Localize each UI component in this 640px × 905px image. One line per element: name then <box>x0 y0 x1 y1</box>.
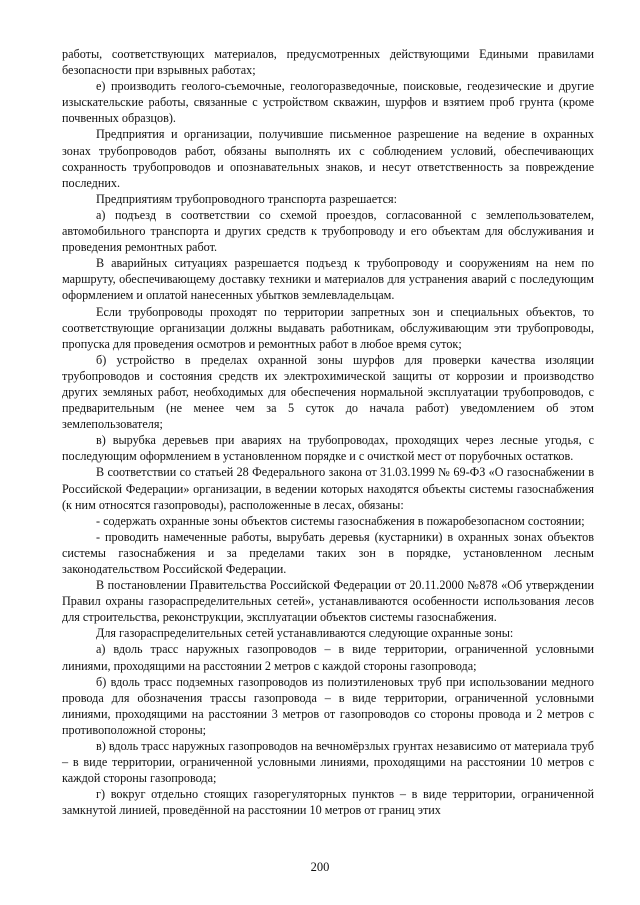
paragraph: г) вокруг отдельно стоящих газорегуляторных пунктов – в виде территории, ограниченной замкнутой линией, проведённой на расстоянии 10 метров от границ этих <box>62 787 594 818</box>
paragraph: - содержать охранные зоны объектов системы газоснабжения в пожаробезопасном состоянии; <box>96 513 585 528</box>
paragraph: Предприятиям трубопроводного транспорта разрешается: <box>96 191 398 206</box>
paragraph: а) вдоль трасс наружных газопроводов – в виде территории, ограниченной условными линиями, проходящими на расстоянии 2 метров с каждой стороны газопровода; <box>62 642 594 673</box>
paragraph: а) подъезд в соответствии со схемой проездов, согласованной с землепользователем, автомобильного транспорта и других средств к трубопроводу и его объектам для обслуживания и проведения ремонтных работ. <box>62 207 594 255</box>
document-body <box>62 46 594 819</box>
paragraph: б) вдоль трасс подземных газопроводов из полиэтиленовых труб при использовании медного провода для обозначения трассы газопровода – в виде территории, ограниченной условными линиями, проходящими на расстоянии 3 метров от газопроводов со стороны провода и 2 метров с противоположной стороны; <box>62 674 594 737</box>
paragraph: в) вдоль трасс наружных газопроводов на вечномёрзлых грунтах независимо от материала труб – в виде территории, ограниченной условными линиями, проходящими на расстоянии 10 метров с каждой стороны газопровода; <box>62 739 594 786</box>
paragraph: В постановлении Правительства Российской Федерации от 20.11.2000 №878 «Об утверждении Правил охраны газораспределительных сетей», устанавливаются особенности использования лесов для строительства, реконструкции, эксплуатации объектов системы газоснабжения. <box>62 578 594 625</box>
paragraph: б) устройство в пределах охранной зоны шурфов для проверки качества изоляции трубопроводов и состояния средств их электрохимической защиты от коррозии и производство других земляных работ, необходимых для обеспечения нормальной эксплуатации трубопроводов, с предварительным (не менее чем за 5 суток до начала работ) уведомлением об этом землепользователя; <box>62 352 594 432</box>
paragraph: Если трубопроводы проходят по территории запретных зон и специальных объектов, то соответствующие организации должны выдавать работникам, обслуживающим эти трубопроводы, пропуска для проведения осмотров и ремонтных работ в любое время суток; <box>62 304 594 351</box>
paragraph: В соответствии со статьей 28 Федерального закона от 31.03.1999 № 69-ФЗ «О газоснабжении в Российской Федерации» организации, в ведении которых находятся объекты системы газоснабжения (к ним относятся газопроводы), расположенные в лесах, обязаны: <box>62 465 594 512</box>
paragraph: Предприятия и организации, получившие письменное разрешение на ведение в охранных зонах трубопроводов работ, обязаны выполнять их с соблюдением условий, обеспечивающих сохранность трубопроводов и опознавательных знаков, и несут ответственность за повреждение последних. <box>62 127 594 190</box>
paragraph: е) производить геолого-съемочные, геологоразведочные, поисковые, геодезические и другие изыскательские работы, связанные с устройством скважин, шурфов и взятием проб грунта (кроме почвенных образцов). <box>62 79 594 126</box>
page-number: 200 <box>310 860 330 874</box>
paragraph: В аварийных ситуациях разрешается подъезд к трубопроводу и сооружениям на нем по маршруту, обеспечивающему доставку техники и материалов для устранения аварий с последующим оформлением и оплатой нанесенных убытков землевладельцам. <box>62 256 594 303</box>
paragraph: в) вырубка деревьев при авариях на трубопроводах, проходящих через лесные угодья, с последующим оформлением в установленном порядке и с очисткой мест от порубочных остатков. <box>62 433 594 464</box>
paragraph: - проводить намеченные работы, вырубать деревья (кустарники) в охранных зонах объектов системы газоснабжения и за пределами таких зон в порядке, установленном лесным законодательством Российской Федерации. <box>62 529 594 576</box>
paragraph: Для газораспределительных сетей устанавливаются следующие охранные зоны: <box>96 626 514 641</box>
paragraph: работы, соответствующих материалов, предусмотренных действующими Едиными правилами безопасности при взрывных работах; <box>62 47 594 78</box>
